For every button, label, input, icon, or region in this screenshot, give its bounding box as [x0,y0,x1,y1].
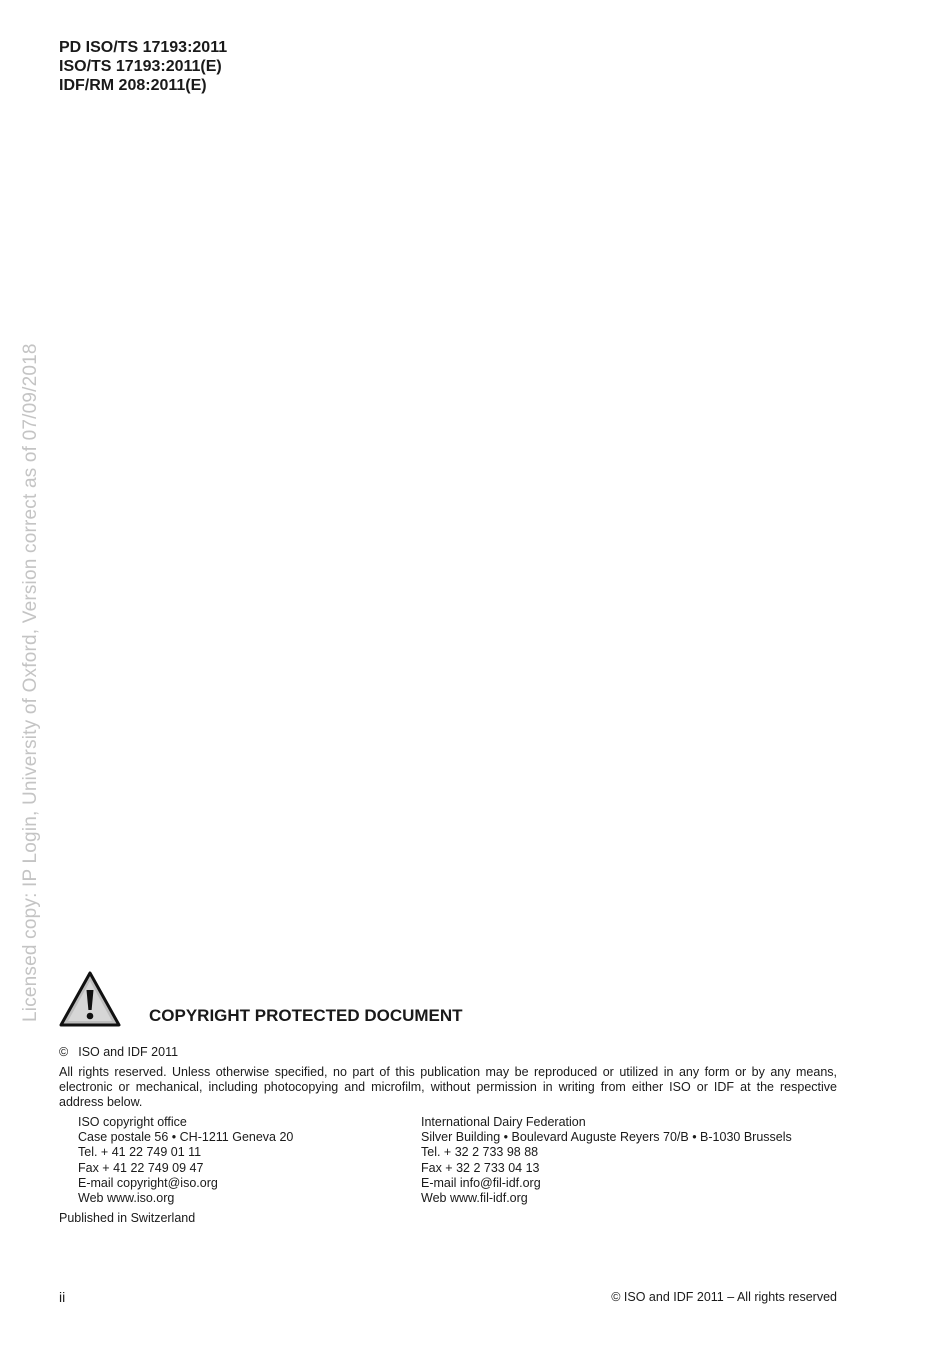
license-watermark: Licensed copy: IP Login, University of Oxford, Version correct as of 07/09/2018 [20,343,41,1022]
idf-street: Silver Building • Boulevard Auguste Reyers 70/B • B-1030 Brussels [421,1130,792,1145]
copyright-holders: ISO and IDF 2011 [78,1045,179,1059]
idf-address-block [421,1115,792,1206]
idf-fax: Fax + 32 2 733 04 13 [421,1160,540,1175]
published-in: Published in Switzerland [59,1211,196,1225]
copyright-symbol: © [59,1045,69,1059]
idf-email: E-mail info@fil-idf.org [421,1175,541,1190]
iso-fax: Fax + 41 22 749 09 47 [78,1160,204,1175]
rights-statement: All rights reserved. Unless otherwise specified, no part of this publication may be reproduced or utilized in any form or by any means, electronic or mechanical, including photocopying and microfilm, without permission in writing from either ISO or IDF at the respective address below. [59,1065,837,1109]
footer-copyright: © ISO and IDF 2011 – All rights reserved [611,1290,837,1304]
iso-web: Web www.iso.org [78,1190,175,1205]
idf-web: Web www.fil-idf.org [421,1190,528,1205]
iso-office-name: ISO copyright office [78,1115,187,1129]
copyright-title: COPYRIGHT PROTECTED DOCUMENT [149,1006,463,1025]
header-line-3: IDF/RM 208:2011(E) [59,77,207,94]
page-number: ii [59,1289,66,1305]
header-line-2: ISO/TS 17193:2011(E) [59,58,222,75]
iso-address-block [78,1115,293,1206]
idf-name: International Dairy Federation [421,1115,586,1129]
header-line-1: PD ISO/TS 17193:2011 [59,39,228,56]
iso-email: E-mail copyright@iso.org [78,1175,218,1190]
warning-triangle-icon [58,970,122,1028]
iso-street: Case postale 56 • CH-1211 Geneva 20 [78,1130,294,1145]
document-header [59,38,227,95]
copyright-line [59,1045,178,1060]
idf-tel: Tel. + 32 2 733 98 88 [421,1145,539,1160]
iso-tel: Tel. + 41 22 749 01 11 [78,1145,202,1160]
